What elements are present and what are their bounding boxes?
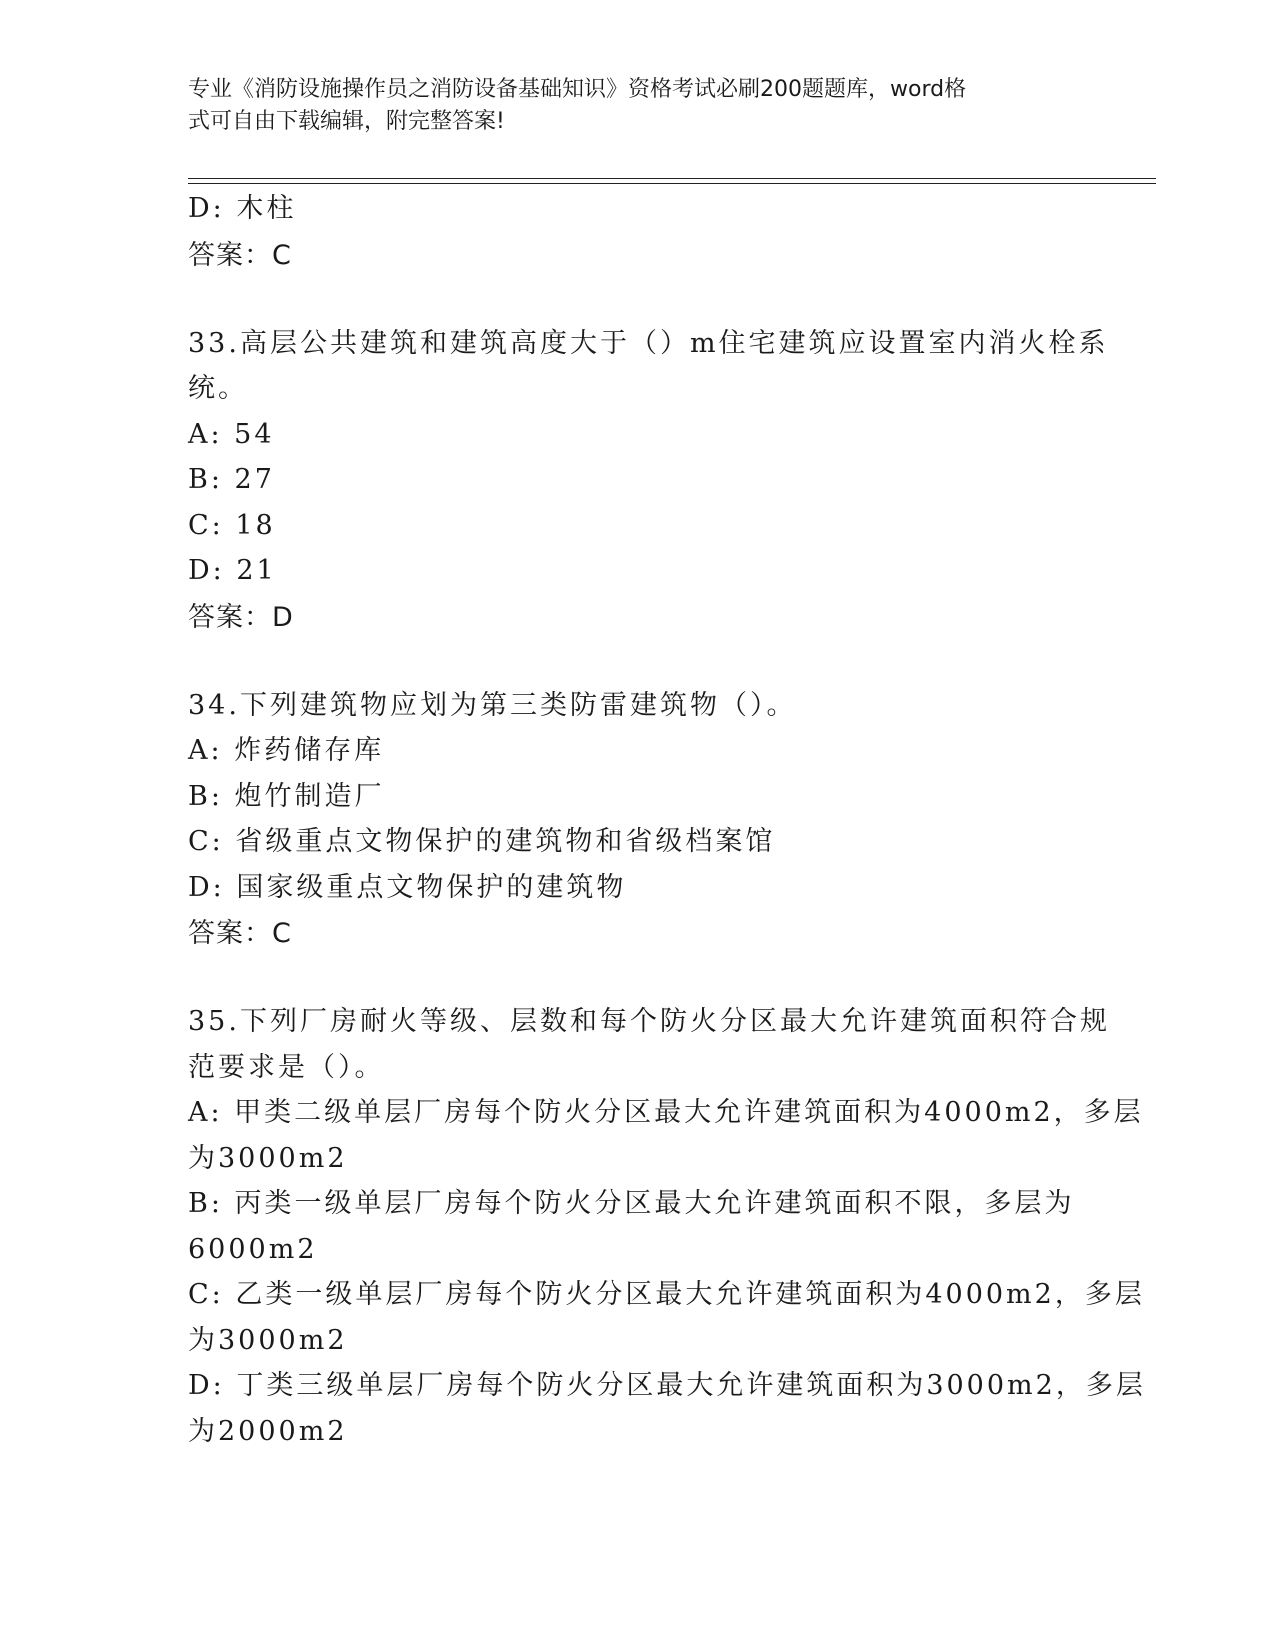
option-b: B: 炮竹制造厂	[188, 780, 385, 812]
header-line-2: 式可自由下载编辑，附完整答案!	[188, 109, 505, 134]
answer-line: 答案：C	[188, 239, 292, 271]
option-d-continued: 为2000m2	[188, 1415, 348, 1447]
document-body	[188, 186, 1146, 1454]
option-c: C: 18	[188, 509, 276, 541]
header-rule-bottom	[188, 183, 1156, 184]
option-c-continued: 为3000m2	[188, 1324, 348, 1356]
question-stem-continued: 统。	[188, 373, 248, 404]
header-line-1: 专业《消防设施操作员之消防设备基础知识》资格考试必刷200题题库，word格	[188, 77, 967, 102]
header-rule-top	[188, 178, 1156, 179]
question-34	[188, 683, 1088, 958]
option-d: D: 丁类三级单层厂房每个防火分区最大允许建筑面积为3000m2，多层	[188, 1370, 1146, 1401]
answer-line: 答案：D	[188, 601, 294, 633]
option-a-continued: 为3000m2	[188, 1142, 348, 1174]
answer-line: 答案：C	[188, 918, 292, 949]
question-stem: 35.下列厂房耐火等级、层数和每个防火分区最大允许建筑面积符合规	[188, 1006, 1110, 1037]
previous-question-tail	[188, 186, 1088, 279]
option-a: A: 炸药储存库	[188, 735, 385, 766]
option-b: B: 27	[188, 464, 275, 495]
option-d: D: 木柱	[188, 193, 297, 224]
option-c: C: 省级重点文物保护的建筑物和省级档案馆	[188, 826, 776, 857]
question-35	[188, 999, 1146, 1454]
document-header	[188, 74, 1088, 138]
option-d: D: 国家级重点文物保护的建筑物	[188, 871, 627, 903]
option-a: A: 甲类二级单层厂房每个防火分区最大允许建筑面积为4000m2，多层	[188, 1097, 1144, 1128]
option-c: C: 乙类一级单层厂房每个防火分区最大允许建筑面积为4000m2，多层	[188, 1279, 1145, 1310]
question-stem: 34.下列建筑物应划为第三类防雷建筑物（）。	[188, 689, 797, 721]
question-stem-continued: 范要求是（）。	[188, 1051, 385, 1083]
option-b: B: 丙类一级单层厂房每个防火分区最大允许建筑面积不限，多层为	[188, 1188, 1075, 1219]
question-stem: 33.高层公共建筑和建筑高度大于（）m住宅建筑应设置室内消火栓系	[188, 327, 1109, 359]
option-d: D: 21	[188, 555, 277, 586]
option-a: A: 54	[188, 418, 275, 450]
option-b-continued: 6000m2	[188, 1233, 318, 1265]
question-33	[188, 321, 1109, 641]
